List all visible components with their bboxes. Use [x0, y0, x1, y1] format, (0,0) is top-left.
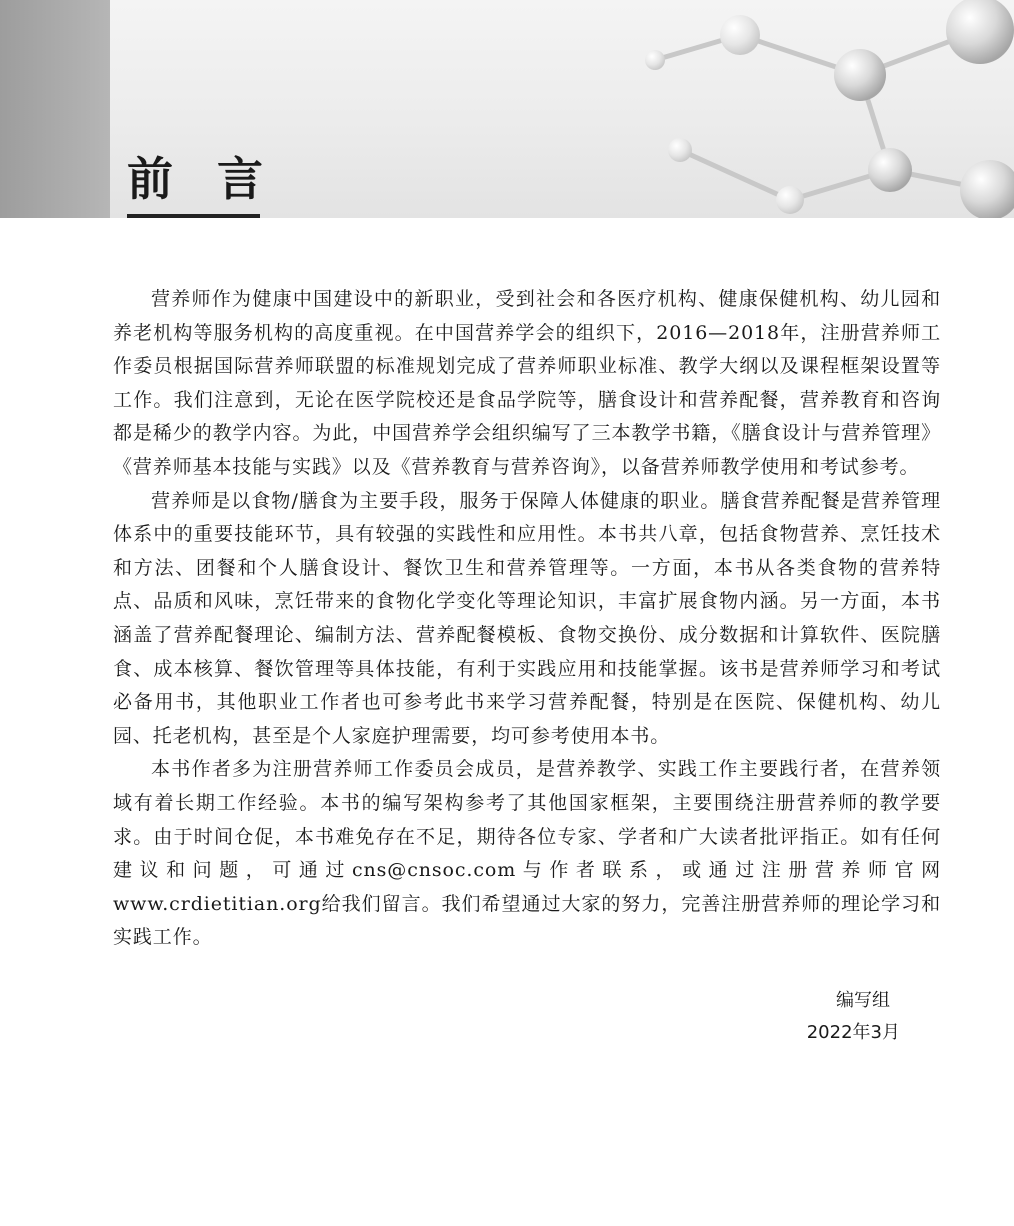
preface-body — [113, 283, 941, 955]
paragraph-1: 营养师作为健康中国建设中的新职业，受到社会和各医疗机构、健康保健机构、幼儿园和养老机构等服务机构的高度重视。在中国营养学会的组织下，2016—2018年，注册营养师工作委员根据国际营养师联盟的标准规划完成了营养师职业标准、教学大纲以及课程框架设置等工作。我们注意到，无论在医学院校还是食品学院等，膳食设计和营养配餐，营养教育和咨询都是稀少的教学内容。为此，中国营养学会组织编写了三本教学书籍，《膳食设计与营养管理》《营养师基本技能与实践》以及《营养教育与营养咨询》，以备营养师教学使用和考试参考。 — [113, 288, 941, 478]
paragraph-3: 本书作者多为注册营养师工作委员会成员，是营养教学、实践工作主要践行者，在营养领域有着长期工作经验。本书的编写架构参考了其他国家框架，主要围绕注册营养师的教学要求。由于时间仓促，本书难免存在不足，期待各位专家、学者和广大读者批评指正。如有任何建议和问题，可通过cns@cnsoc.com与作者联系，或通过注册营养师官网www.crdietitian.org给我们留言。我们希望通过大家的努力，完善注册营养师的理论学习和实践工作。 — [113, 758, 941, 949]
header-side-bar — [0, 0, 110, 218]
header-banner — [0, 0, 1014, 218]
molecule-graphic — [560, 0, 1014, 218]
page-heading: 前言 — [127, 152, 307, 206]
signature-author: 编写组 — [836, 990, 890, 1011]
heading-underline — [127, 214, 260, 218]
paragraph-2: 营养师是以食物/膳食为主要手段，服务于保障人体健康的职业。膳食营养配餐是营养管理体系中的重要技能环节，具有较强的实践性和应用性。本书共八章，包括食物营养、烹饪技术和方法、团餐和个人膳食设计、餐饮卫生和营养管理等。一方面，本书从各类食物的营养特点、品质和风味，烹饪带来的食物化学变化等理论知识，丰富扩展食物内涵。另一方面，本书涵盖了营养配餐理论、编制方法、营养配餐模板、食物交换份、成分数据和计算软件、医院膳食、成本核算、餐饮管理等具体技能，有利于实践应用和技能掌握。该书是营养师学习和考试必备用书，其他职业工作者也可参考此书来学习营养配餐，特别是在医院、保健机构、幼儿园、托老机构，甚至是个人家庭护理需要，均可参考使用本书。 — [113, 489, 941, 747]
signature-date: 2022年3月 — [806, 1022, 900, 1043]
signature-block — [690, 985, 950, 1049]
